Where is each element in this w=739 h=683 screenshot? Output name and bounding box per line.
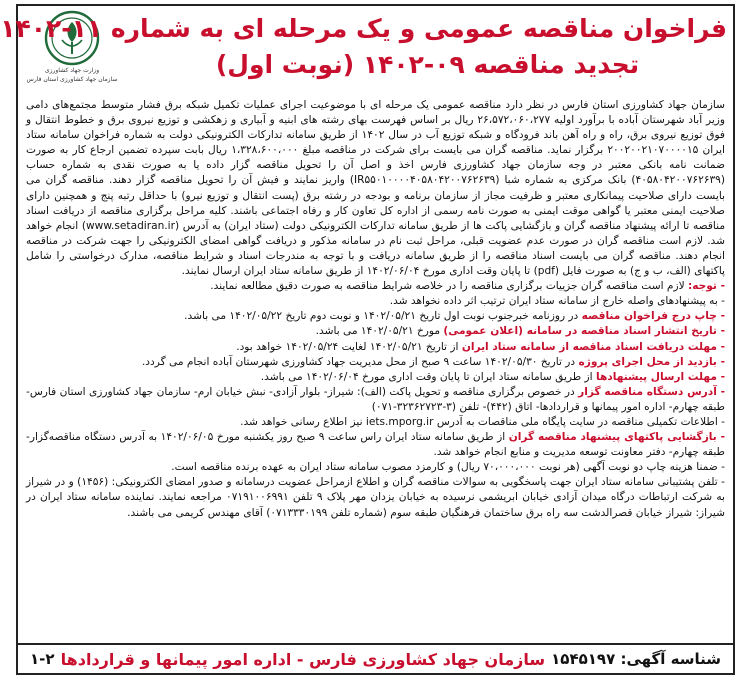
notice-body — [26, 98, 725, 521]
item-text: - به پیشنهادهای واصله خارج از سامانه ستاد ایران ترتیب اثر داده نخواهد شد. — [389, 295, 725, 308]
item-note — [26, 279, 725, 294]
item-extra-info — [26, 415, 725, 430]
item-label: - توجه: — [687, 280, 725, 293]
item-text: لازم است مناقصه گران جزییات برگزاری مناقصه را در خلاصه شرایط مناقصه به صورت دقیق مطالعه نمایند. — [210, 280, 688, 293]
intro-paragraph: سازمان جهاد کشاورزی استان فارس در نظر دارد مناقصه عمومی یک مرحله ای با موضوعیت اجرای عملیات تکمیل شبکه برق فشار متوسط مجتمع‌های دامی وزیر آباد شهرستان آباده با برآورد اولیه ۲۶،۵۷۲،۰۶۰،۲۷۷ ریال بر اساس فهرست بهای رشته های ابنیه و آبیاری و زهکشی و توزیع نیروی برق و خطوط انتقال و فوق توزیع نیروی برق، راه و راه آهن باند فرودگاه و شبکه توزیع آب در سال ۱۴۰۲ از طریق سامانه تدارکات الکترونیکی دولت به شماره فراخوان سامانه ستاد ایران ۲۰۰۲۰۰۲۱۰۷۰۰۰۰۱۵ برگزار نماید. مناقصه گران می بایست برای شرکت در مناقصه مبلغ ۱،۳۲۸،۶۰۰،۰۰۰ ریال بابت سپرده تضمین ارجاع کار به صورت ضمانت نامه بانکی معتبر در وجه سازمان جهاد کشاورزی فارس اخذ و اصل آن را تحویل مناقصه گزار داده یا به صورت نقدی به شماره حساب (۴۰۵۸۰۴۲۰۰۷۶۲۶۳۹) بانک مرکزی به شماره شبا (IR۵۵۰۱۰۰۰۰۴۰۵۸۰۴۲۰۰۷۶۲۶۳۹) واریز نمایند و فیش آن را تحویل مناقصه گزار دهند. مناقصه گران می بایست دارای صلاحیت پیمانکاری معتبر و ظرفیت مجاز از سازمان برنامه و بودجه در رشته برق (پست انتقال و توزیع نیرو) با حداقل رتبه پنج و همچنین دارای صلاحیت ایمنی معتبر یا گواهی موقت ایمنی به صورت نامه رسمی از اداره کل تعاون کار و رفاه اجتماعی باشند. کلیه مراحل برگزاری مناقصه از دریافت اسناد مناقصه تا ارائه پیشنهاد مناقصه گران و بازگشایی پاکت ها از طریق سامانه تدارکات الکترونیکی دولت (ستاد ایران) به آدرس (www.setadiran.ir) انجام خواهد شد. لازم است مناقصه گران در صورت عدم عضویت قبلی، مراحل ثبت نام در سامانه مذکور و دریافت گواهی امضای الکترونیکی را جهت شرکت در مناقصه انجام دهند. مناقصه گران می بایست اسناد مناقصه را از طریق سامانه دریافت و با توجه به مندرجات اسناد و شرایط مناقصه، مدارک درخواستی را شامل پاکتهای (الف، ب و ج) به صورت فایل (pdf) تا پایان وقت اداری مورخ ۱۴۰۲/۰۶/۰۴ از طریق سامانه ستاد ایران ارسال نمایند. — [26, 99, 725, 278]
footer-organization: سازمان جهاد کشاورزی فارس - اداره امور پیمانها و قراردادها — [60, 649, 546, 669]
item-site-visit — [26, 355, 725, 370]
logo-caption-org: سازمان جهاد کشاورزی استان فارس — [26, 76, 118, 83]
notice-id: شناسه آگهی: ۱۵۴۵۱۹۷ — [551, 650, 721, 668]
item-text: - ضمنا هزینه چاپ دو نوبت آگهی (هر نوبت ۷۰،۰۰۰،۰۰۰ ریال) و کارمزد مصوب سامانه ستاد ایران به عهده برنده مناقصه است. — [171, 461, 725, 474]
item-text: - تلفن پشتیبانی سامانه ستاد ایران جهت پاسخگویی به سوالات مناقصه گران و اطلاع ازمراحل عضویت درسامانه و صدور امضای الکترونیکی: (۱۴۵۶) و در شیراز به شرکت ارتباطات درگاه میدان آزادی خیابان ابریشمی نرسیده به خیابان یزدان مهر پلاک ۹ تلفن ۰۷۱۹۱۰۰۶۹۹۱ مراجعه نمایند. نماینده سامانه ستاد ایران در شیراز: شیراز خیابان قصرالدشت سه راه برق ساختمان فرهنگیان طبقه سوم (شماره تلفن ۰۷۱۳۳۳۰۱۹۹) آقای مهندس کریمی می باشند. — [26, 476, 725, 519]
item-ad-cost — [26, 460, 725, 475]
item-text: از طریق سامانه ستاد ایران راس ساعت ۹ صبح روز یکشنبه مورخ ۱۴۰۲/۰۶/۰۵ به آدرس دستگاه مناقصه‌گزار- طبقه چهارم- دفتر معاونت توسعه مدیریت و منابع انجام خواهد شد. — [26, 431, 725, 459]
item-label: - مهلت ارسال پیشنهادها — [595, 370, 725, 383]
item-label: - مهلت دریافت اسناد مناقصه از سامانه ستاد ایران — [461, 340, 725, 353]
item-text: مورخ ۱۴۰۲/۰۵/۲۱ می باشد. — [315, 325, 444, 338]
item-label: - چاپ درج فراخوان مناقصه — [581, 310, 725, 323]
item-publication — [26, 309, 725, 324]
item-label: - بازگشایی پاکتهای پیشنهاد مناقصه گران — [508, 431, 726, 444]
logo-caption-ministry: وزارت جهاد کشاورزی — [44, 67, 100, 74]
notice-header — [0, 6, 733, 98]
item-docs-deadline — [26, 340, 725, 355]
item-text: در تاریخ ۱۴۰۲/۰۵/۳۰ ساعت ۹ صبح از محل مدیریت جهاد کشاورزی شهرستان آباده انجام می گردد. — [141, 355, 579, 368]
notice-subtitle: تجدید مناقصه ۰۹-۱۴۰۲ (نوبت اول) — [215, 50, 640, 79]
notice-items — [26, 279, 725, 521]
item-support — [26, 475, 725, 520]
item-text: از تاریخ ۱۴۰۲/۰۵/۲۱ لغایت ۱۴۰۲/۰۵/۲۴ خواهد بود. — [236, 340, 462, 353]
item-address — [26, 385, 725, 415]
item-release-date — [26, 324, 725, 339]
item-opening — [26, 430, 725, 460]
item-label: - تاریخ انتشار اسناد مناقصه در سامانه (اعلان عمومی) — [443, 325, 725, 338]
notice-title: فراخوان مناقصه عمومی و یک مرحله ای به شماره ۱۱-۱۴۰۲ — [0, 14, 727, 43]
item-label: - آدرس دستگاه مناقصه گزار — [578, 385, 725, 398]
notice-footer — [18, 643, 733, 673]
item-outside-bids — [26, 294, 725, 309]
item-text: - اطلاعات تکمیلی مناقصه در سایت پایگاه ملی مناقصات به آدرس iets.mporg.ir نیز اطلاع رسانی خواهد شد. — [240, 415, 725, 428]
tender-notice — [0, 4, 735, 675]
page-number: ۱-۲ — [30, 650, 55, 668]
item-bid-deadline — [26, 370, 725, 385]
item-text: در خصوص برگزاری مناقصه و تحویل پاکت (الف): شیراز- بلوار آزادی- نبش خیابان ارم- سازمان جهاد کشاورزی استان فارس- طبقه چهارم- اداره امور پیمانها و قراردادها- اتاق (۴۴۲)- تلفن (۳-۳۲۳۶۲۷۲۳-۰۷۱) — [26, 385, 725, 413]
item-label: - بازدید از محل اجرای پروژه — [578, 355, 725, 368]
item-text: در روزنامه خبرجنوب نوبت اول تاریخ ۱۴۰۲/۰۵/۲۱ و نوبت دوم تاریخ ۱۴۰۲/۰۵/۲۲ می باشد. — [184, 310, 582, 323]
item-text: از طریق سامانه ستاد ایران تا پایان وقت اداری مورخ ۱۴۰۲/۰۶/۰۴ می باشد. — [260, 370, 596, 383]
